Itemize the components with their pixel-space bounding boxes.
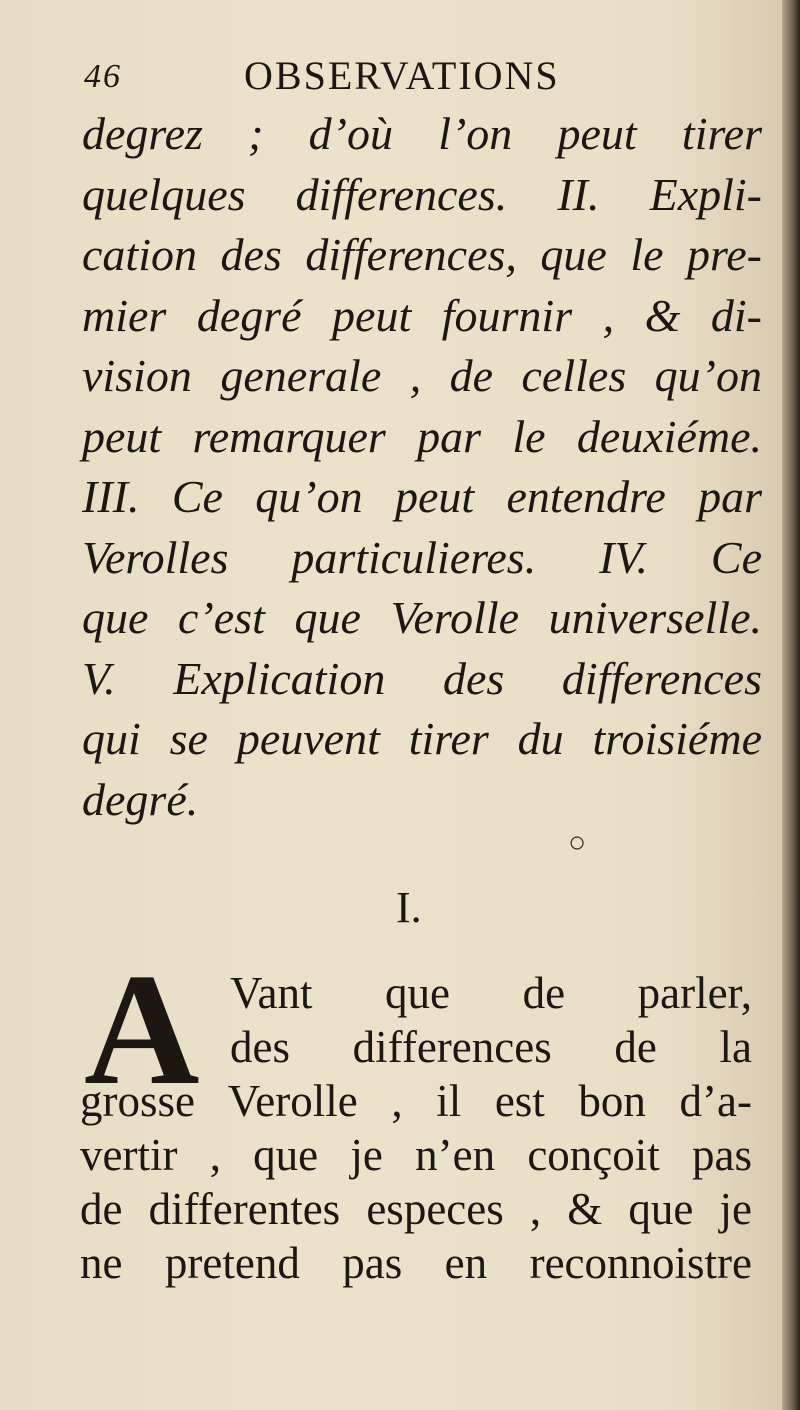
body-line: Vant que de parler, <box>230 968 752 1018</box>
section-numeral: I. <box>396 883 422 932</box>
body-line: de differentes especes , & que je <box>80 1184 752 1234</box>
summary-line: V. Explication des differences <box>82 652 762 704</box>
body-text <box>80 940 752 1290</box>
body-line: grosse Verolle , il est bon d’a- <box>80 1076 752 1126</box>
summary-line: mier degré peut fournir , & di- <box>82 289 762 341</box>
summary-line: cation des differences, que le pre- <box>82 229 762 280</box>
page-number: 46 <box>84 58 122 95</box>
body-line: des differences de la <box>230 1022 752 1072</box>
summary-line: que c’est que Verolle universelle. <box>82 592 762 643</box>
summary-line: peut remarquer par le deuxiéme. <box>82 410 762 462</box>
summary-line: qui se peuvent tirer du troisiéme <box>82 713 762 764</box>
page-header <box>84 52 644 104</box>
summary-line: III. Ce qu’on peut entendre par <box>82 471 762 522</box>
summary-line: vision generale , de celles qu’on <box>82 350 762 401</box>
summary-line: Verolles particulieres. IV. Ce <box>82 531 762 583</box>
drop-cap: A <box>84 940 200 1118</box>
body-line: vertir , que je n’en conçoit pas <box>80 1130 752 1180</box>
body-line: ne pretend pas en reconnoistre <box>80 1238 752 1288</box>
chapter-summary <box>82 104 762 830</box>
ornament-mark: ○ <box>568 826 587 859</box>
summary-line: degré. <box>82 773 199 825</box>
running-title: OBSERVATIONS <box>244 53 560 98</box>
summary-line: degrez ; d’où l’on peut tirer <box>82 108 762 159</box>
summary-line: quelques differences. II. Expli- <box>82 168 762 220</box>
